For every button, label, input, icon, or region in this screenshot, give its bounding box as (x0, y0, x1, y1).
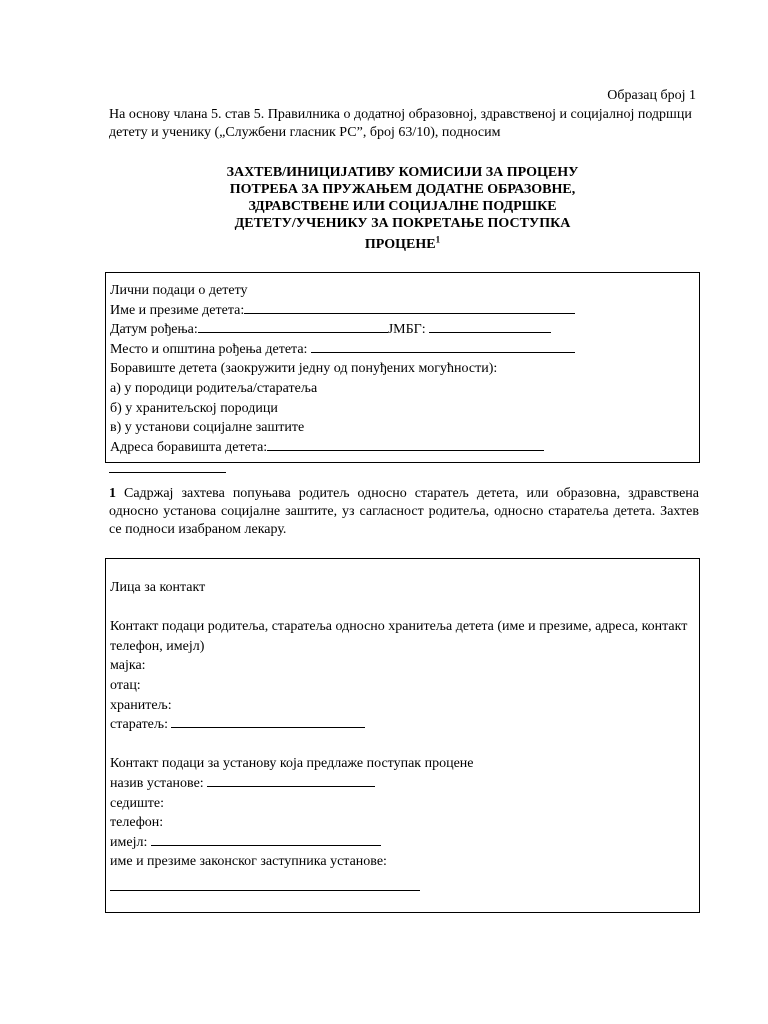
child-info-box (105, 272, 700, 463)
institution-rep-label: име и презиме законског заступника установе: (110, 854, 387, 870)
institution-contact-label: Контакт подаци за установу која предлаже поступак процене (110, 756, 474, 772)
form-number: Образац број 1 (607, 88, 696, 103)
dob-field[interactable] (198, 320, 388, 333)
parents-contact-label: Контакт подаци родитеља, старатеља односно хранитеља детета (име и презиме, адреса, контакт телефон, имејл) (110, 619, 688, 654)
intro-paragraph: На основу члана 5. став 5. Правилника о додатној образовној, здравственој и социјалној подршци детету и ученику („Службени гласник РС”, број 63/10), подносим (109, 107, 692, 140)
footnote (109, 485, 699, 539)
residence-option-b[interactable]: б) у хранитељској породици (110, 400, 278, 416)
institution-email-field[interactable] (151, 833, 381, 846)
contact-heading: Лица за контакт (110, 580, 206, 595)
footnote-reference[interactable]: 1 (435, 234, 441, 245)
institution-phone-label: телефон: (110, 815, 164, 831)
title-line-1: ЗАХТЕВ/ИНИЦИЈАТИВУ КОМИСИЈИ ЗА ПРОЦЕНУ (226, 165, 579, 180)
birthplace-label: Место и општина рођења детета: (110, 341, 311, 357)
title-line-4: ДЕТЕТУ/УЧЕНИКУ ЗА ПОКРЕТАЊЕ ПОСТУПКА (234, 216, 571, 231)
title-line-5: ПРОЦЕНЕ (364, 237, 436, 252)
footnote-number: 1 (109, 486, 116, 501)
child-info-heading: Лични подаци о детету (110, 283, 248, 298)
mother-label: мајка: (110, 658, 146, 674)
child-name-label: Име и презиме детета: (110, 302, 245, 318)
institution-name-field[interactable] (207, 774, 375, 787)
residence-option-a[interactable]: а) у породици родитеља/старатеља (110, 380, 318, 396)
father-label: отац: (110, 677, 141, 693)
jmbg-field[interactable] (429, 320, 551, 333)
foster-label: хранитељ: (110, 697, 172, 713)
dob-label: Датум рођења: (110, 322, 198, 338)
institution-email-label: имејл: (110, 834, 151, 850)
title-line-3: ЗДРАВСТВЕНЕ ИЛИ СОЦИЈАЛНЕ ПОДРШКЕ (248, 199, 557, 214)
child-name-field[interactable] (244, 301, 575, 314)
footnote-text: Садржај захтева попуњава родитељ односно старатељ детета, или образовна, здравствена односно установа социјалне заштите, уз сагласност родитеља, односно старатеља детета. Захтев се подноси изабраном лекару. (109, 486, 699, 537)
institution-name-label: назив установе: (110, 775, 208, 791)
address-label: Адреса боравишта детета: (110, 439, 268, 455)
contact-box (105, 558, 700, 913)
residence-option-c[interactable]: в) у установи социјалне заштите (110, 420, 305, 436)
guardian-field[interactable] (171, 715, 365, 728)
guardian-label: старатељ: (110, 717, 172, 733)
institution-rep-field[interactable] (110, 878, 420, 891)
residence-label: Боравиште детета (заокружити једну од понуђених могућности): (110, 361, 498, 377)
title-line-2: ПОТРЕБА ЗА ПРУЖАЊЕМ ДОДАТНЕ ОБРАЗОВНЕ, (229, 182, 576, 197)
jmbg-label: ЈМБГ: (387, 322, 430, 338)
footnote-separator (109, 472, 226, 473)
document-title (150, 164, 655, 253)
address-field[interactable] (267, 438, 544, 451)
birthplace-field[interactable] (311, 340, 575, 353)
institution-seat-label: седиште: (110, 795, 165, 811)
